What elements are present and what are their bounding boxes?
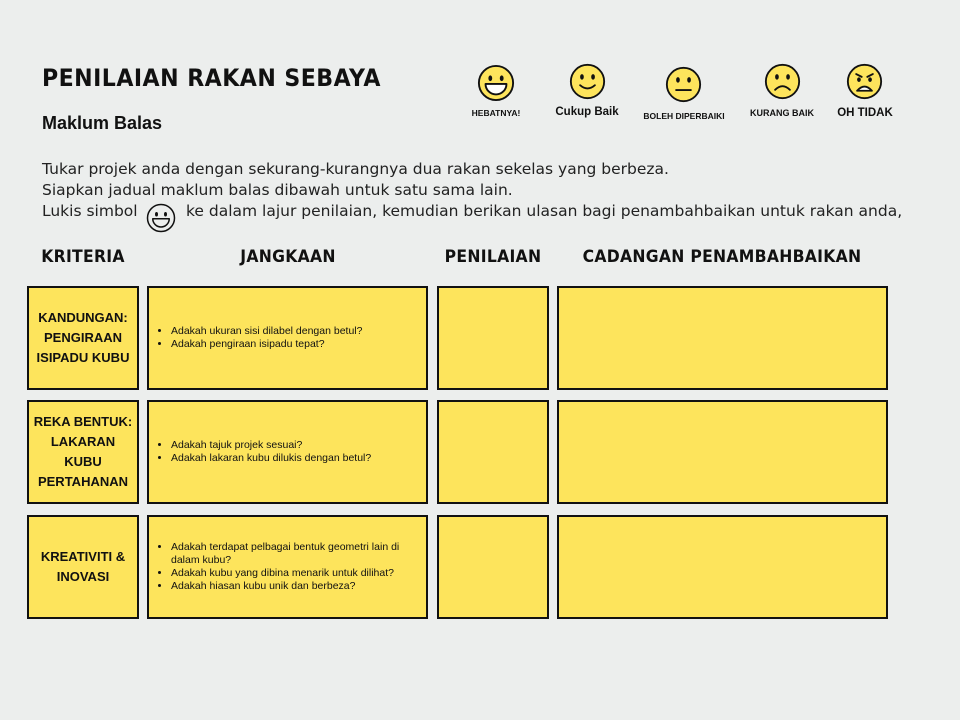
scale-label-1: HEBATNYA!	[471, 108, 521, 118]
page-title: PENILAIAN RAKAN SEBAYA	[42, 64, 381, 92]
range-item: • Adakah tajuk projek sesuai?	[171, 439, 371, 452]
column-header-rating: PENILAIAN	[444, 247, 542, 267]
range-item: • Adakah pengiraan isipadu tepat?	[171, 338, 362, 351]
scale-label-2: Cukup Baik	[555, 106, 619, 118]
column-header-range: JANGKAAN	[240, 247, 336, 267]
rating-input-cell-1[interactable]	[437, 286, 549, 390]
rating-input-cell-3[interactable]	[437, 515, 549, 619]
column-header-criteria: KRITERIA	[41, 247, 125, 267]
smiling-face-icon	[569, 63, 606, 100]
range-cell-design	[147, 400, 428, 504]
instruction-line-1: Tukar projek anda dengan sekurang-kurangnya dua rakan sekelas yang berbeza.	[42, 160, 669, 178]
range-item: • Adakah terdapat pelbagai bentuk geometri lain di dalam kubu?	[171, 541, 418, 567]
scale-label-3: BOLEH DIPERBAIKI	[643, 111, 725, 121]
column-header-suggestion: CADANGAN PENAMBAHBAIKAN	[582, 247, 862, 267]
distressed-face-icon	[846, 63, 883, 100]
criteria-line: LAKARAN	[50, 434, 116, 449]
criteria-line: ISIPADU KUBU	[36, 350, 130, 365]
instruction-line-3-start: Lukis simbol	[42, 202, 138, 220]
frowning-face-icon	[764, 63, 801, 100]
range-item: • Adakah hiasan kubu unik dan berbeza?	[171, 580, 418, 593]
neutral-face-icon	[665, 66, 702, 103]
criteria-line: KREATIVITI &	[40, 549, 126, 564]
grinning-outline-face-icon	[146, 203, 176, 238]
suggestion-input-cell-1[interactable]	[557, 286, 888, 390]
instruction-line-3-end: ke dalam lajur penilaian, kemudian berikan ulasan bagi penambahbaikan untuk rakan anda,	[186, 202, 903, 220]
range-cell-creativity	[147, 515, 428, 619]
criteria-cell-content	[27, 286, 139, 390]
suggestion-input-cell-2[interactable]	[557, 400, 888, 504]
criteria-line: PERTAHANAN	[37, 474, 129, 489]
criteria-cell-design	[27, 400, 139, 504]
page-subtitle: Maklum Balas	[42, 113, 163, 133]
instruction-line-2: Siapkan jadual maklum balas dibawah untuk satu sama lain.	[42, 181, 513, 199]
range-item: • Adakah ukuran sisi dilabel dengan betul?	[171, 325, 362, 338]
criteria-line: KANDUNGAN:	[38, 310, 128, 325]
criteria-line: INOVASI	[56, 569, 110, 584]
criteria-cell-creativity	[27, 515, 139, 619]
rating-input-cell-2[interactable]	[437, 400, 549, 504]
criteria-line: REKA BENTUK:	[33, 414, 133, 429]
scale-label-4: KURANG BAIK	[750, 108, 814, 118]
grinning-face-icon	[477, 64, 515, 102]
criteria-line: KUBU	[64, 454, 102, 469]
scale-label-5: OH TIDAK	[837, 107, 893, 119]
criteria-line: PENGIRAAN	[43, 330, 122, 345]
range-item: • Adakah kubu yang dibina menarik untuk dilihat?	[171, 567, 418, 580]
range-cell-content	[147, 286, 428, 390]
range-item: • Adakah lakaran kubu dilukis dengan betul?	[171, 452, 371, 465]
suggestion-input-cell-3[interactable]	[557, 515, 888, 619]
